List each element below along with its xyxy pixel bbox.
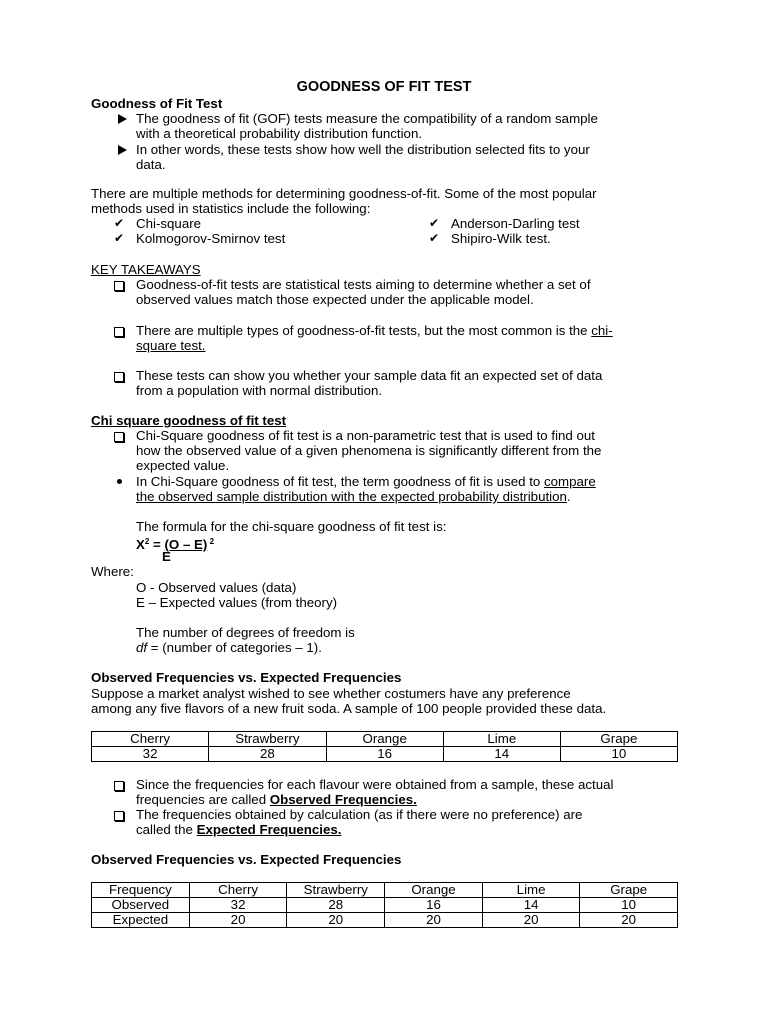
table-cell: 28	[209, 747, 326, 762]
method-chi-square: Chi-square	[136, 216, 202, 231]
table-header-cell: Orange	[385, 883, 483, 898]
compare-link[interactable]: compare	[544, 474, 596, 489]
checkbox-bullet-icon	[114, 372, 124, 382]
table-cell: 20	[189, 913, 287, 928]
table-header-cell: Lime	[443, 732, 560, 747]
gof-bullet-2-line-1: In other words, these tests show how well the distribution selected fits to your	[136, 142, 590, 157]
expected-definition: E – Expected values (from theory)	[136, 595, 338, 610]
table-cell: 20	[580, 913, 678, 928]
checkbox-bullet-icon	[114, 327, 124, 337]
table-cell: 28	[287, 898, 385, 913]
takeaway-1-line-2: observed values match those expected under the applicable model.	[136, 292, 534, 307]
observed-definition: O - Observed values (data)	[136, 580, 297, 595]
chi-square-link-part-1[interactable]: chi-	[591, 323, 613, 338]
takeaway-3-line-1: These tests can show you whether your sample data fit an expected set of data	[136, 368, 603, 383]
table-cell: 14	[443, 747, 560, 762]
takeaway-1-line-1: Goodness-of-fit tests are statistical tests aiming to determine whether a set of	[136, 277, 591, 292]
table-header-cell: Lime	[482, 883, 580, 898]
checkmark-icon: ✔	[113, 216, 125, 230]
note-2-line-2: called the Expected Frequencies.	[136, 822, 342, 837]
bullet-dot-icon	[117, 479, 122, 484]
key-takeaways-heading: KEY TAKEAWAYS	[91, 262, 201, 277]
chi-square-heading: Chi square goodness of fit test	[91, 413, 287, 428]
gof-bullet-1-line-1: The goodness of fit (GOF) tests measure the compatibility of a random sample	[136, 111, 598, 126]
where-label: Where:	[91, 564, 134, 579]
table-cell: 20	[385, 913, 483, 928]
methods-intro-line-2: methods used in statistics include the following:	[91, 201, 371, 216]
formula-line: $X^2 = (O - E)$ $^2$	[136, 537, 215, 552]
takeaway-2-line-1: There are multiple types of goodness-of-fit tests, but the most common is the chi-	[136, 323, 613, 338]
note-1-line-1: Since the frequencies for each flavour were obtained from a sample, these actual	[136, 777, 614, 792]
observed-frequencies-term: Observed Frequencies.	[269, 792, 417, 807]
table-header-cell: Grape	[580, 883, 678, 898]
table-row	[92, 898, 678, 913]
table-cell: 20	[482, 913, 580, 928]
takeaway-3-line-2: from a population with normal distribution.	[136, 383, 383, 398]
formula-numerator: (O – E)	[164, 537, 208, 552]
table-cell: Observed	[92, 898, 190, 913]
checkmark-icon: ✔	[113, 231, 125, 245]
obs-exp-heading-1: Observed Frequencies vs. Expected Frequencies	[91, 670, 402, 685]
checkbox-bullet-icon	[114, 781, 124, 791]
table-row	[92, 732, 678, 747]
chi-square-link-part-2[interactable]: square test.	[136, 338, 206, 353]
arrow-bullet-icon	[118, 114, 127, 124]
flavor-sample-table	[91, 731, 678, 762]
gof-bullet-2-line-2: data.	[136, 157, 166, 172]
chi-item-1-line-1: Chi-Square goodness of fit test is a non-parametric test that is used to find out	[136, 428, 595, 443]
methods-intro-line-1: There are multiple methods for determining goodness-of-fit. Some of the most popular	[91, 186, 597, 201]
table-cell: 16	[326, 747, 443, 762]
note-2-line-1: The frequencies obtained by calculation (as if there were no preference) are	[136, 807, 583, 822]
dof-intro: The number of degrees of freedom is	[136, 625, 355, 640]
arrow-bullet-icon	[118, 145, 127, 155]
table-cell: 10	[560, 747, 677, 762]
checkmark-icon: ✔	[428, 216, 440, 230]
table-cell: 20	[287, 913, 385, 928]
table-cell: 14	[482, 898, 580, 913]
obs-intro-line-1: Suppose a market analyst wished to see whether costumers have any preference	[91, 686, 571, 701]
table-cell: 32	[189, 898, 287, 913]
obs-intro-line-2: among any five flavors of a new fruit soda. A sample of 100 people provided these data.	[91, 701, 607, 716]
formula-denominator: E	[162, 549, 171, 564]
note-1-line-2: frequencies are called Observed Frequencies.	[136, 792, 417, 807]
expected-frequencies-term: Expected Frequencies.	[196, 822, 342, 837]
method-anderson-darling: Anderson-Darling test	[451, 216, 580, 231]
table-cell: 16	[385, 898, 483, 913]
table-header-cell: Strawberry	[209, 732, 326, 747]
table-header-cell: Cherry	[189, 883, 287, 898]
table-header-cell: Orange	[326, 732, 443, 747]
chi-item-2-line-2: the observed sample distribution with the expected probability distribution.	[136, 489, 571, 504]
chi-item-2-line-1: In Chi-Square goodness of fit test, the term goodness of fit is used to compare	[136, 474, 596, 489]
page-title: GOODNESS OF FIT TEST	[296, 79, 472, 95]
table-header-cell: Strawberry	[287, 883, 385, 898]
checkmark-icon: ✔	[428, 231, 440, 245]
checkbox-bullet-icon	[114, 432, 124, 442]
table-cell: Expected	[92, 913, 190, 928]
checkbox-bullet-icon	[114, 281, 124, 291]
table-row	[92, 913, 678, 928]
table-row	[92, 883, 678, 898]
table-cell: 10	[580, 898, 678, 913]
checkbox-bullet-icon	[114, 811, 124, 821]
dof-formula: df = (number of categories – 1).	[136, 640, 322, 655]
chi-item-1-line-3: expected value.	[136, 458, 230, 473]
method-kolmogorov-smirnov: Kolmogorov-Smirnov test	[136, 231, 286, 246]
table-header-cell: Cherry	[92, 732, 209, 747]
obs-exp-heading-2: Observed Frequencies vs. Expected Frequencies	[91, 852, 402, 867]
gof-bullet-1-line-2: with a theoretical probability distribution function.	[136, 126, 423, 141]
formula-intro: The formula for the chi-square goodness of fit test is:	[136, 519, 447, 534]
table-row	[92, 747, 678, 762]
chi-item-1-line-2: how the observed value of a given phenomena is significantly different from the	[136, 443, 602, 458]
frequency-comparison-table	[91, 882, 678, 928]
table-header-cell: Grape	[560, 732, 677, 747]
method-shapiro-wilk: Shipiro-Wilk test.	[451, 231, 551, 246]
table-header-cell: Frequency	[92, 883, 190, 898]
distribution-link[interactable]: the observed sample distribution with the expected probability distribution	[136, 489, 567, 504]
table-cell: 32	[92, 747, 209, 762]
section-heading-gof: Goodness of Fit Test	[91, 96, 223, 111]
